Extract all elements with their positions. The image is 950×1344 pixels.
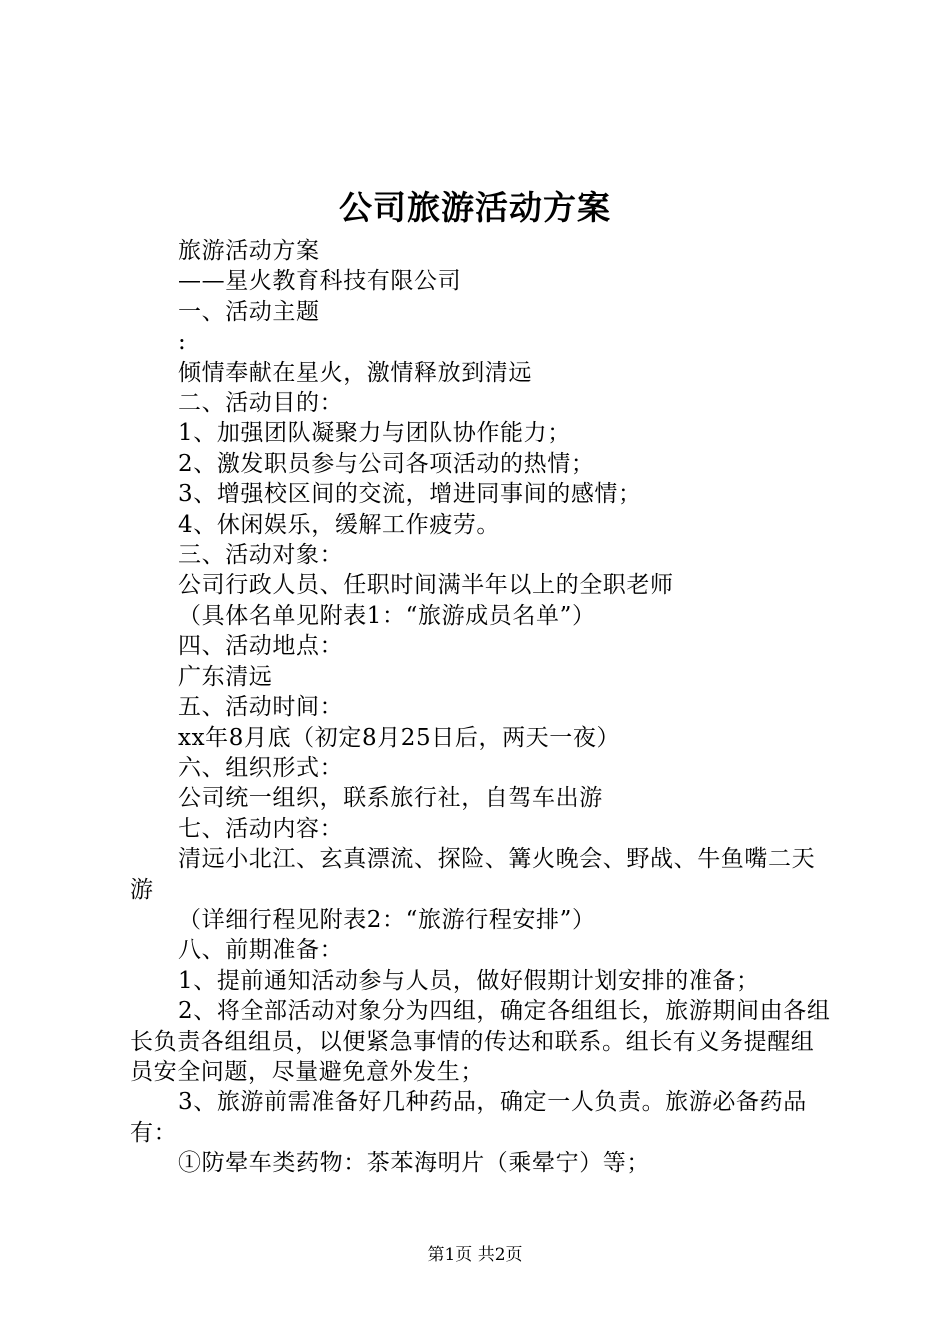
section-heading: 三、活动对象：: [178, 542, 344, 569]
document-body: [130, 236, 834, 1179]
section-heading: 四、活动地点：: [178, 633, 344, 660]
body-line: （具体名单见附表1：“旅游成员名单”）: [178, 602, 596, 629]
section-heading: 一、活动主题: [178, 298, 320, 325]
body-line: xx年8月底（初定8月25日后，两天一夜）: [178, 724, 621, 751]
section-heading: 六、组织形式：: [178, 754, 344, 781]
body-line: （详细行程见附表2：“旅游行程安排”）: [178, 906, 596, 933]
list-item: 3、增强校区间的交流，增进同事间的感情；: [178, 481, 642, 508]
body-line: 公司统一组织，联系旅行社，自驾车出游: [178, 785, 603, 812]
section-heading: 五、活动时间：: [178, 694, 344, 721]
list-item: 2、激发职员参与公司各项活动的热情；: [178, 450, 595, 477]
body-line: 公司行政人员、任职时间满半年以上的全职老师: [178, 572, 674, 599]
body-line: 旅游活动方案: [178, 238, 320, 264]
page-footer: 第1页 共2页: [427, 1245, 523, 1265]
list-item: 1、提前通知活动参与人员，做好假期计划安排的准备；: [178, 967, 760, 994]
body-line: 倾情奉献在星火，激情释放到清远: [178, 359, 532, 386]
body-paragraph: 3、旅游前需准备好几种药品，确定一人负责。旅游必备药品有：: [130, 1089, 807, 1146]
body-line: :: [178, 329, 187, 356]
body-paragraph: 清远小北江、玄真漂流、探险、篝火晚会、野战、牛鱼嘴二天游: [130, 846, 816, 903]
body-paragraph: 2、将全部活动对象分为四组，确定各组组长，旅游期间由各组长负责各组组员，以便紧急事情的传达和联系。组长有义务提醒组员安全问题，尽量避免意外发生；: [130, 998, 831, 1085]
list-item: ①防晕车类药物：茶苯海明片（乘晕宁）等；: [178, 1150, 650, 1177]
section-heading: 八、前期准备：: [178, 937, 344, 964]
section-heading: 二、活动目的：: [178, 390, 344, 417]
list-item: 1、加强团队凝聚力与团队协作能力；: [178, 420, 571, 447]
body-line: ——星火教育科技有限公司: [178, 268, 462, 295]
body-line: 广东清远: [178, 663, 273, 690]
list-item: 4、休闲娱乐，缓解工作疲劳。: [178, 511, 501, 538]
document-title: 公司旅游活动方案: [339, 188, 611, 227]
section-heading: 七、活动内容：: [178, 815, 344, 842]
